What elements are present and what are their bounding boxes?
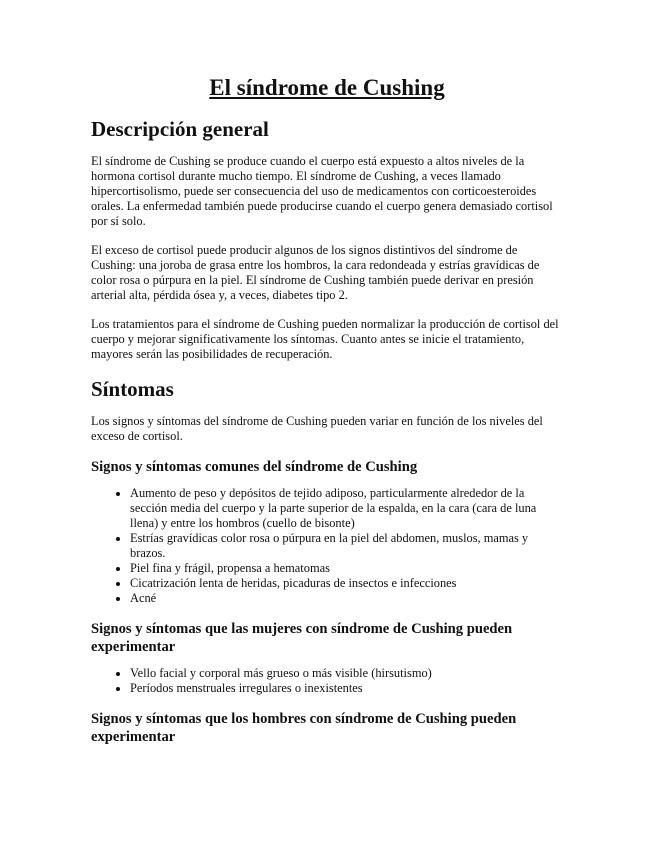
overview-paragraph: El síndrome de Cushing se produce cuando el cuerpo está expuesto a altos niveles de la hormona cortisol durante mucho tiempo. El síndrome de Cushing, a veces llamado hipercortisolismo, puede ser consecuencia del uso de medicamentos con corticoesteroides orales. La enfermedad también puede producirse cuando el cuerpo genera demasiado cortisol por sí solo. — [91, 154, 553, 228]
list-item: • Aumento de peso y depósitos de tejido adiposo, particularmente alrededor de la sección media del cuerpo y la parte superior de la espalda, en la cara (cara de luna llena) y entre los hombros (cuello de bisonte) — [130, 486, 563, 531]
symptoms-heading: Síntomas — [91, 377, 174, 401]
list-item: • Acné — [130, 591, 563, 606]
list-item: • Vello facial y corporal más grueso o más visible (hirsutismo) — [130, 666, 563, 681]
overview-heading: Descripción general — [91, 117, 269, 141]
list-item: • Piel fina y frágil, propensa a hematomas — [130, 561, 563, 576]
common-symptoms-heading: Signos y síntomas comunes del síndrome de Cushing — [91, 459, 418, 475]
document-title: El síndrome de Cushing — [209, 75, 445, 100]
overview-paragraph: El exceso de cortisol puede producir algunos de los signos distintivos del síndrome de Cushing: una joroba de grasa entre los hombros, la cara redondeada y estrías gravídicas de color rosa o púrpura en la piel. El síndrome de Cushing también puede derivar en presión arterial alta, pérdida ósea y, a veces, diabetes tipo 2. — [91, 243, 540, 302]
overview-paragraph: Los tratamientos para el síndrome de Cushing pueden normalizar la producción de cortisol del cuerpo y mejorar significativamente los síntomas. Cuanto antes se inicie el tratamiento, mayores serán las posibilidades de recuperación. — [91, 317, 559, 361]
women-symptoms-list — [91, 666, 563, 696]
women-symptoms-heading: Signos y síntomas que las mujeres con síndrome de Cushing pueden experimentar — [91, 621, 513, 655]
symptoms-intro: Los signos y síntomas del síndrome de Cushing pueden variar en función de los niveles del exceso de cortisol. — [91, 414, 543, 443]
list-item: • Cicatrización lenta de heridas, picaduras de insectos e infecciones — [130, 576, 563, 591]
common-symptoms-list — [91, 486, 563, 606]
list-item: • Estrías gravídicas color rosa o púrpura en la piel del abdomen, muslos, mamas y brazos. — [130, 531, 563, 561]
list-item: • Períodos menstruales irregulares o inexistentes — [130, 681, 563, 696]
men-symptoms-heading: Signos y síntomas que los hombres con síndrome de Cushing pueden experimentar — [91, 711, 517, 745]
